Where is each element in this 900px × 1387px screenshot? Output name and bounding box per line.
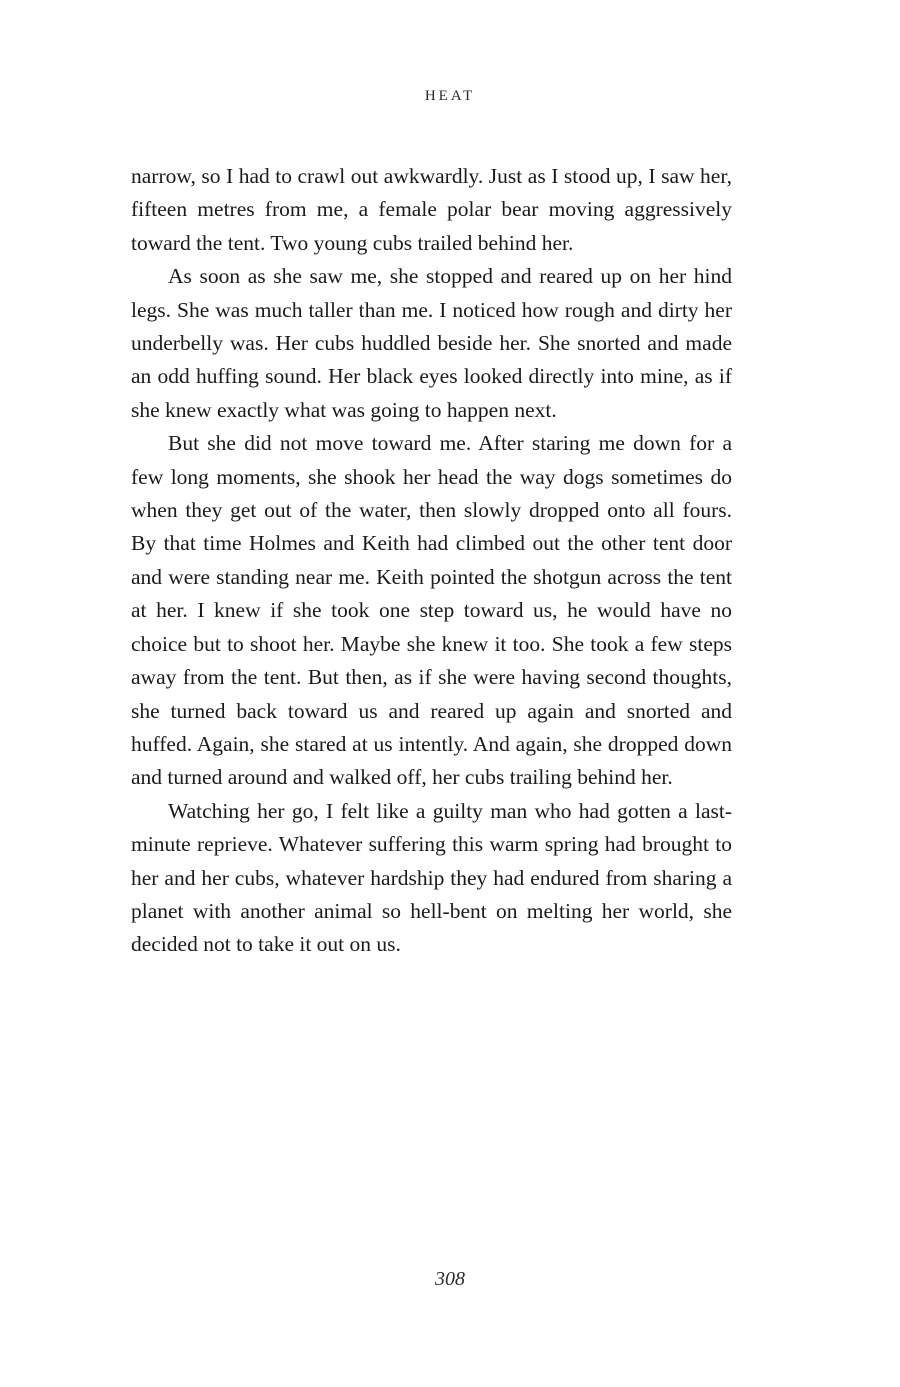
paragraph: But she did not move toward me. After staring me down for a few long moments, she shook her head the way dogs sometimes do when they get out of the water, then slowly dropped onto all fours. By that time Holmes and Keith had climbed out the other tent door and were standing near me. Keith pointed the shotgun across the tent at her. I knew if she took one step toward us, he would have no choice but to shoot her. Maybe she knew it too. She took a few steps away from the tent. But then, as if she were having second thoughts, she turned back toward us and reared up again and snorted and huffed. Again, she stared at us intently. And again, she dropped down and turned around and walked off, her cubs trailing behind her. [131, 431, 732, 790]
paragraph: Watching her go, I felt like a guilty man who had gotten a last-minute reprieve. Whatever suffering this warm spring had brought to her and her cubs, whatever hardship they had endured from sharing a planet with another animal so hell-bent on melting her world, she decided not to take it out on us. [131, 798, 732, 957]
body-text [131, 160, 732, 962]
paragraph: As soon as she saw me, she stopped and reared up on her hind legs. She was much taller than me. I noticed how rough and dirty her underbelly was. Her cubs huddled beside her. She snorted and made an odd huffing sound. Her black eyes looked directly into mine, as if she knew exactly what was going to happen next. [131, 264, 732, 422]
running-head: HEAT [424, 88, 476, 104]
page-number: 308 [435, 1268, 465, 1290]
paragraph-continued: narrow, so I had to crawl out awkwardly. Just as I stood up, I saw her, fifteen metres from me, a female polar bear moving aggressively toward the tent. Two young cubs trailed behind her. [131, 164, 732, 255]
